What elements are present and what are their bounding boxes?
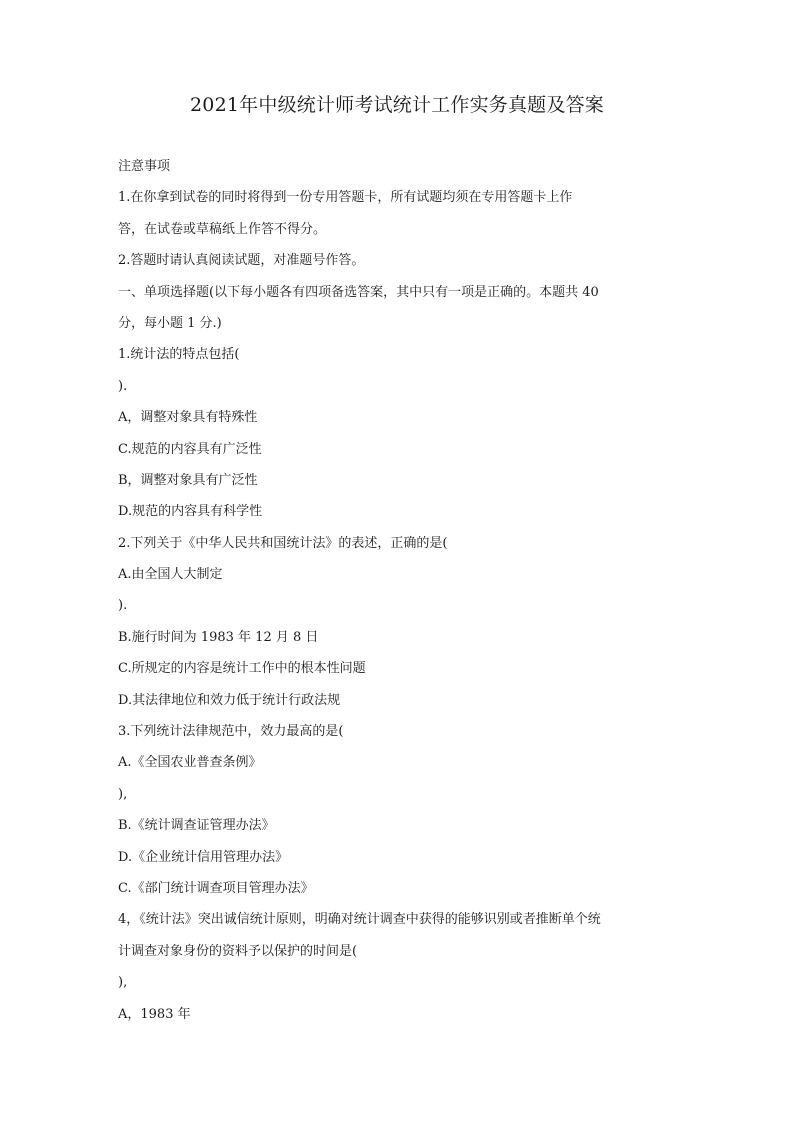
text-line: B，调整对象具有广泛性 [118, 472, 258, 488]
text-line: 一、单项选择题(以下每小题各有四项备选答案，其中只有一项是正确的。本题共 40 [118, 284, 599, 300]
text-line: 答，在试卷或草稿纸上作答不得分。 [118, 221, 327, 237]
text-line: A，调整对象具有特殊性 [118, 410, 258, 426]
text-line: C.规范的内容具有广泛性 [118, 441, 262, 457]
document-title: 2021年中级统计师考试统计工作实务真题及答案 [190, 94, 604, 116]
text-line: ), [118, 975, 128, 991]
text-line: 分，每小题 1 分.) [118, 315, 222, 331]
text-line: 1.统计法的特点包括( [118, 347, 240, 363]
text-line: ). [118, 598, 128, 614]
text-line: C.所规定的内容是统计工作中的根本性问题 [118, 661, 366, 677]
text-line: ). [118, 378, 128, 394]
text-line: A.由全国人大制定 [118, 567, 223, 583]
text-line: ), [118, 786, 128, 802]
text-line: A.《全国农业普查条例》 [118, 755, 262, 771]
text-line: C.《部门统计调查项目管理办法》 [118, 880, 314, 896]
text-line: B.施行时间为 1983 年 12 月 8 日 [118, 629, 319, 645]
text-line: B.《统计调查证管理办法》 [118, 818, 275, 834]
text-line: D.《企业统计信用管理办法》 [118, 849, 289, 865]
text-line: 1.在你拿到试卷的同时将得到一份专用答题卡，所有试题均须在专用答题卡上作 [118, 190, 573, 206]
text-line: A，1983 年 [118, 1006, 191, 1022]
text-line: 4，《统计法》突出诚信统计原则，明确对统计调查中获得的能够识别或者推断单个统 [118, 912, 601, 928]
document-body [118, 151, 678, 1030]
text-line: 3.下列统计法律规范中，效力最高的是( [118, 724, 344, 740]
text-line: D.其法律地位和效力低于统计行政法规 [118, 692, 341, 708]
text-line: 2.答题时请认真阅读试题，对准题号作答。 [118, 253, 365, 269]
text-line: 注意事项 [118, 159, 171, 174]
text-line: D.规范的内容具有科学性 [118, 504, 263, 520]
text-line: 2.下列关于《中华人民共和国统计法》的表述，正确的是( [118, 535, 448, 551]
text-line: 计调查对象身份的资料予以保护的时间是( [118, 943, 358, 959]
